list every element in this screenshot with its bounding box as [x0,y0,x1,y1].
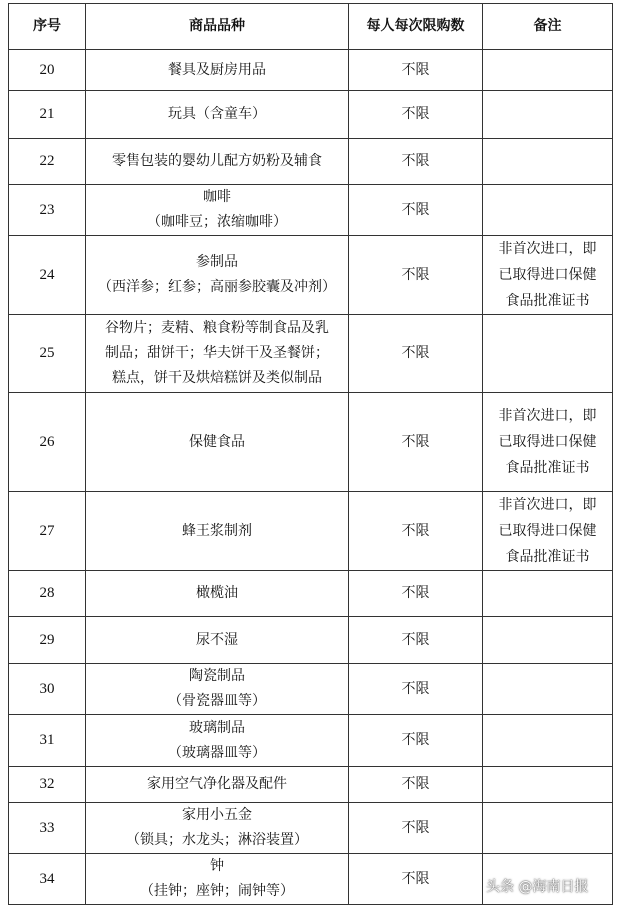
row-index: 29 [9,617,86,664]
note-cell [483,803,613,854]
note-cell [483,185,613,236]
row-index: 21 [9,91,86,139]
limit-cell: 不限 [349,854,483,905]
product-name-line: （骨瓷器皿等） [168,693,266,709]
product-name-line: （锁具；水龙头；淋浴装置） [126,832,308,848]
watermark-text: 头条 @海南日报 [486,879,589,895]
note-cell [483,91,613,139]
table-row [9,185,613,236]
product-name-line: 玩具（含童车） [168,106,266,122]
row-index: 23 [9,185,86,236]
table-row [9,393,613,492]
note-cell [483,315,613,393]
product-name-cell [86,50,349,91]
product-name-cell [86,571,349,617]
table-row [9,617,613,664]
product-name-cell [86,617,349,664]
product-name-cell [86,91,349,139]
table-row [9,315,613,393]
note-cell [483,767,613,803]
product-name-line: 玻璃制品 [189,719,245,736]
watermark [486,876,588,896]
note-line: 非首次进口，即 [498,408,597,424]
note-line: 食品批准证书 [505,460,590,476]
limit-cell: 不限 [349,571,483,617]
note-cell [483,715,613,767]
limit-cell: 不限 [349,767,483,803]
limit-cell: 不限 [349,185,483,236]
note-cell [483,393,613,492]
product-name-line: 橄榄油 [196,585,238,601]
row-index: 20 [9,50,86,91]
product-name-line: 制品；甜饼干；华夫饼干及圣餐饼； [105,345,329,361]
limit-cell: 不限 [349,715,483,767]
product-name-cell [86,854,349,905]
product-name-line: （玻璃器皿等） [168,744,266,761]
note-line: 已取得进口保健 [498,267,597,283]
header-row [9,4,613,50]
row-index: 24 [9,236,86,315]
table-row [9,571,613,617]
note-cell [483,139,613,185]
product-name-cell [86,185,349,236]
product-name-line: 家用空气净化器及配件 [147,776,287,792]
table-row [9,236,613,315]
product-name-cell [86,767,349,803]
product-name-cell [86,315,349,393]
product-name-line: 钟 [210,858,224,874]
limit-cell: 不限 [349,236,483,315]
row-index: 28 [9,571,86,617]
product-name-line: （挂钟；座钟；闹钟等） [140,883,294,899]
limit-cell: 不限 [349,393,483,492]
product-name-line: 尿不湿 [196,631,238,648]
note-cell [483,617,613,664]
product-name-cell [86,803,349,854]
table-row [9,803,613,854]
product-name-cell [86,715,349,767]
table-row [9,715,613,767]
note-cell [483,50,613,91]
note-line: 已取得进口保健 [498,434,597,450]
limit-cell: 不限 [349,139,483,185]
limit-cell: 不限 [349,91,483,139]
note-cell [483,236,613,315]
row-index: 27 [9,492,86,571]
product-name-line: （咖啡豆；浓缩咖啡） [147,214,287,230]
limit-cell: 不限 [349,617,483,664]
row-index: 33 [9,803,86,854]
product-name-line: 谷物片；麦精、粮食粉等制食品及乳 [105,320,329,336]
product-name-line: 咖啡 [203,189,231,205]
note-line: 已取得进口保健 [498,523,597,539]
product-name-line: 家用小五金 [182,807,252,823]
limit-cell: 不限 [349,664,483,715]
table-row [9,767,613,803]
note-cell [483,664,613,715]
row-index: 32 [9,767,86,803]
limit-cell: 不限 [349,492,483,571]
product-name-cell [86,236,349,315]
product-name-line: 蜂王浆制剂 [182,522,252,539]
product-name-line: 零售包装的婴幼儿配方奶粉及辅食 [112,153,322,169]
header-limit: 每人每次限购数 [349,4,483,50]
note-line: 食品批准证书 [505,549,590,565]
product-name-line: 参制品 [196,254,238,270]
limit-cell: 不限 [349,50,483,91]
note-line: 非首次进口，即 [498,241,597,257]
product-name-line: 糕点，饼干及烘焙糕饼及类似制品 [112,370,322,386]
product-name-cell [86,393,349,492]
note-line: 非首次进口，即 [498,497,597,513]
purchase-limit-table [8,3,613,905]
note-line: 食品批准证书 [505,293,590,309]
product-name-cell [86,664,349,715]
header-index: 序号 [9,4,86,50]
row-index: 34 [9,854,86,905]
table-row [9,91,613,139]
note-cell [483,492,613,571]
product-name-cell [86,139,349,185]
product-name-line: 陶瓷制品 [189,668,245,684]
header-product: 商品品种 [86,4,349,50]
product-name-cell [86,492,349,571]
product-name-line: （西洋参；红参；高丽参胶囊及冲剂） [98,279,336,295]
header-note: 备注 [483,4,613,50]
product-name-line: 餐具及厨房用品 [168,61,266,78]
table-row [9,664,613,715]
row-index: 30 [9,664,86,715]
row-index: 31 [9,715,86,767]
row-index: 25 [9,315,86,393]
table-row [9,139,613,185]
row-index: 22 [9,139,86,185]
row-index: 26 [9,393,86,492]
product-name-line: 保健食品 [189,433,245,450]
limit-cell: 不限 [349,803,483,854]
limit-cell: 不限 [349,315,483,393]
table-row [9,50,613,91]
note-cell [483,571,613,617]
table-row [9,492,613,571]
